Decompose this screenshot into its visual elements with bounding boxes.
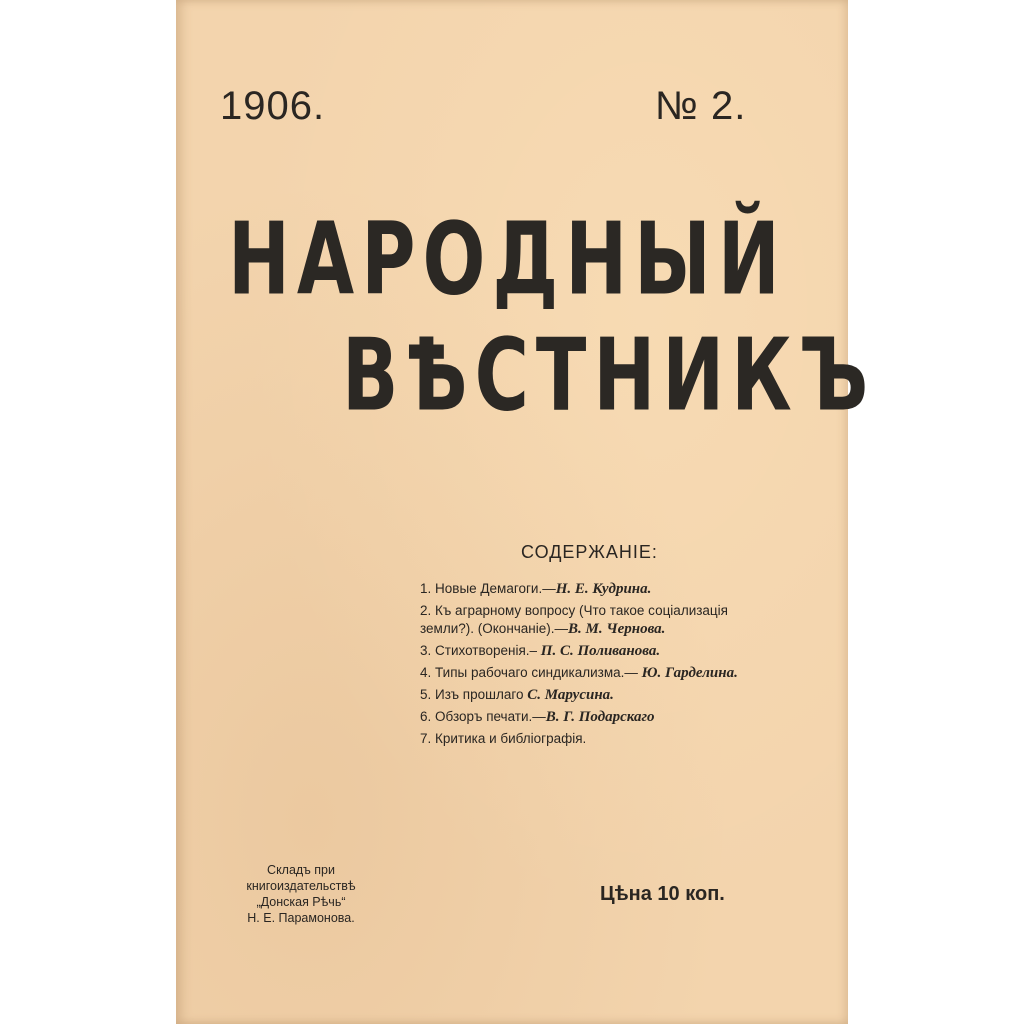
toc-item-title: 7. Критика и библіографія. [420,731,587,746]
toc-item [420,730,775,748]
issue-number: № 2. [655,84,747,128]
toc-item-author: Н. Е. Кудрина. [555,581,652,597]
imprint-line: Н. Е. Парамонова. [247,911,355,925]
toc-item-author: В. М. Чернова. [568,621,666,637]
toc-item [420,664,775,682]
price: Цѣна 10 коп. [600,883,725,905]
toc-item-author: Ю. Гарделина. [641,665,738,681]
toc-item-title: 3. Стихотворенія.– [420,643,541,658]
toc-item-author: С. Марусина. [527,687,614,703]
toc-item-title: 4. Типы рабочаго синдикализма.— [420,665,642,680]
issue-year: 1906. [220,84,326,128]
imprint-line: книгоиздательствѣ [246,879,356,893]
toc-item [420,686,775,704]
toc-item-author: В. Г. Подарскаго [545,709,655,725]
imprint-line: Складъ при [267,863,335,877]
title-line-2: ВѢСТНИКЪ [342,317,876,434]
title-line-1: НАРОДНЫЙ [228,201,787,318]
toc-item-title: 6. Обзоръ печати.— [420,709,546,724]
toc-item-title: 1. Новые Демагоги.— [420,581,556,596]
toc-item-author: П. С. Поливанова. [540,643,661,659]
contents-heading: СОДЕРЖАНІЕ: [521,542,658,562]
publisher-imprint [226,862,376,926]
toc-item [420,642,775,660]
toc-item [420,580,775,598]
toc-item [420,602,775,638]
imprint-line: „Донская Рѣчь“ [256,895,346,909]
toc-item-title: 2. Къ аграрному вопросу (Что такое соціализація земли?). (Окончаніе).— [420,603,728,636]
toc-item [420,708,775,726]
table-of-contents [420,580,775,752]
toc-item-title: 5. Изъ прошлаго [420,687,528,702]
